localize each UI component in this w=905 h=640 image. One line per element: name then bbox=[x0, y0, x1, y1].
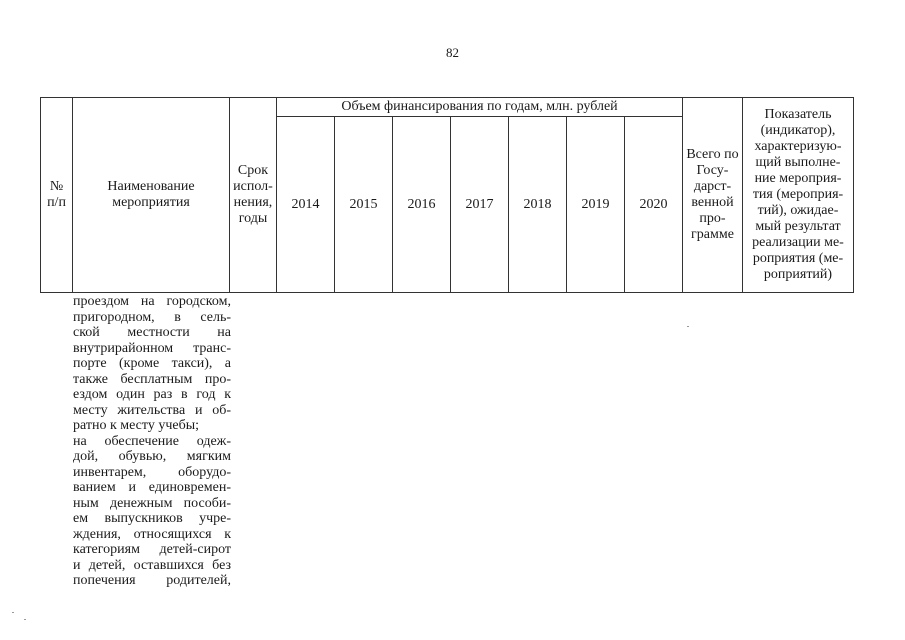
page-number: 82 bbox=[446, 45, 459, 60]
column-header-year: 2019 bbox=[567, 117, 625, 293]
column-header-year: 2015 bbox=[335, 117, 393, 293]
scan-speck bbox=[12, 612, 14, 613]
column-header-funding: Объем финансирования по годам, млн. рублей bbox=[277, 98, 683, 117]
text-line: внутрирайонном транс- bbox=[73, 340, 231, 356]
text-line: инвентарем, оборудо- bbox=[73, 464, 231, 480]
column-header-total-line: про- bbox=[699, 211, 726, 226]
column-header-total-line: Всего по bbox=[686, 147, 739, 162]
text-line: месту жительства и об- bbox=[73, 402, 231, 418]
column-header-number bbox=[41, 98, 73, 293]
column-header-indicator-line: тий), ожидае- bbox=[757, 203, 839, 218]
scan-speck bbox=[24, 619, 26, 620]
text-line: попечения родителей, bbox=[73, 573, 231, 588]
column-header-year: 2020 bbox=[625, 117, 683, 293]
text-line: категориям детей-сирот bbox=[73, 542, 231, 557]
column-header-total bbox=[683, 98, 743, 293]
text-line: порте (кроме такси), а bbox=[73, 356, 231, 371]
text-line: ждения, относящихся к bbox=[73, 526, 231, 542]
funding-table-header bbox=[40, 97, 854, 293]
text-line: и детей, оставшихся без bbox=[73, 557, 231, 573]
column-header-indicator bbox=[743, 98, 854, 293]
column-header-indicator-line: тия (мероприя- bbox=[752, 187, 844, 202]
text-line: проездом на городском, bbox=[73, 294, 231, 309]
column-header-total-line: грамме bbox=[691, 227, 734, 242]
column-header-number-line: п/п bbox=[47, 195, 66, 210]
column-header-indicator-line: реализации ме- bbox=[752, 235, 844, 250]
column-header-indicator-line: ние мероприя- bbox=[754, 171, 842, 186]
scan-speck bbox=[687, 326, 689, 327]
text-line: ской местности на bbox=[73, 325, 231, 340]
text-line: ным денежным пособи- bbox=[73, 495, 231, 511]
column-header-year: 2018 bbox=[509, 117, 567, 293]
text-line: также бесплатным про- bbox=[73, 371, 231, 387]
column-header-year: 2017 bbox=[451, 117, 509, 293]
column-header-total-line: дарст- bbox=[693, 179, 732, 194]
column-header-term bbox=[230, 98, 277, 293]
column-header-name bbox=[73, 98, 230, 293]
column-header-indicator-line: (индикатор), bbox=[760, 123, 836, 138]
column-header-term-line: нения, bbox=[233, 195, 273, 210]
text-line: на обеспечение одеж- bbox=[73, 433, 231, 449]
column-header-indicator-line: мый результат bbox=[755, 219, 841, 234]
column-header-name-line: Наименование bbox=[107, 179, 195, 194]
column-header-year: 2016 bbox=[393, 117, 451, 293]
text-line: ратно к месту учебы; bbox=[73, 418, 200, 433]
column-header-name-line: мероприятия bbox=[112, 195, 190, 210]
text-line: пригородном, в сель- bbox=[73, 309, 231, 325]
column-header-indicator-line: щий выполне- bbox=[755, 155, 841, 170]
column-header-number-line: № bbox=[49, 179, 64, 194]
text-line: ездом один раз в год к bbox=[73, 387, 231, 402]
measure-name-continuation bbox=[73, 294, 231, 589]
column-header-year: 2014 bbox=[277, 117, 335, 293]
column-header-indicator-line: роприятия (ме- bbox=[752, 251, 844, 266]
column-header-total-line: Госу- bbox=[696, 163, 729, 178]
text-line: ем выпускников учре- bbox=[73, 511, 231, 526]
column-header-term-line: Срок bbox=[237, 163, 269, 178]
column-header-indicator-line: Показатель bbox=[764, 107, 832, 122]
column-header-total-line: венной bbox=[691, 195, 734, 210]
text-line: ванием и единовремен- bbox=[73, 480, 231, 495]
column-header-indicator-line: характеризую- bbox=[754, 139, 842, 154]
text-line: дой, обувью, мягким bbox=[73, 449, 231, 464]
column-header-indicator-line: роприятий) bbox=[763, 267, 833, 282]
column-header-term-line: испол- bbox=[233, 179, 273, 194]
column-header-term-line: годы bbox=[238, 211, 268, 226]
